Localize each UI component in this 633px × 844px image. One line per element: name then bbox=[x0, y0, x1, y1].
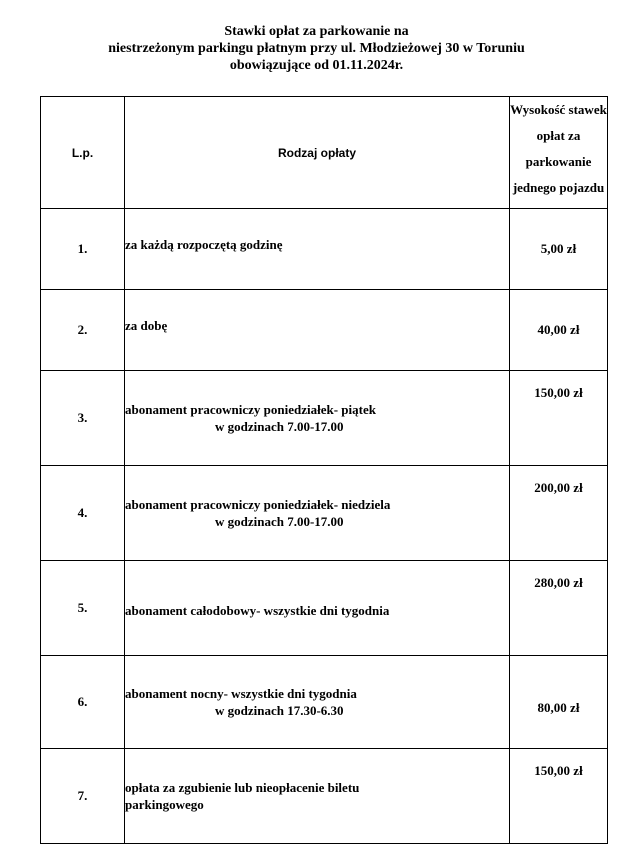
table-row bbox=[41, 656, 608, 749]
row-description bbox=[125, 466, 510, 561]
header-rate-line: opłat za bbox=[536, 128, 581, 143]
header-rate-line: jednego pojazdu bbox=[512, 180, 605, 195]
description-line: abonament pracowniczy poniedziałek- niedziela bbox=[125, 497, 391, 512]
header-rate-line: Wysokość stawek bbox=[510, 102, 607, 117]
row-amount: 150,00 zł bbox=[510, 749, 608, 844]
row-amount: 150,00 zł bbox=[510, 371, 608, 466]
table-row bbox=[41, 209, 608, 290]
header-lp: L.p. bbox=[41, 97, 125, 209]
description-line: parkingowego bbox=[125, 797, 204, 812]
row-description bbox=[125, 749, 510, 844]
description-line: opłata za zgubienie lub nieopłacenie biletu bbox=[125, 780, 360, 795]
title-line-3: obowiązujące od 01.11.2024r. bbox=[229, 58, 404, 73]
row-description bbox=[125, 371, 510, 466]
row-amount: 40,00 zł bbox=[510, 290, 608, 371]
table-row bbox=[41, 371, 608, 466]
title-line-1: Stawki opłat za parkowanie na bbox=[224, 24, 409, 39]
row-amount: 5,00 zł bbox=[510, 209, 608, 290]
table-row bbox=[41, 561, 608, 656]
row-description bbox=[125, 290, 510, 371]
table-header-row bbox=[41, 97, 608, 209]
table-row bbox=[41, 290, 608, 371]
row-number: 4. bbox=[41, 466, 125, 561]
row-amount: 80,00 zł bbox=[510, 656, 608, 749]
description-line: w godzinach 7.00-17.00 bbox=[215, 419, 344, 434]
header-rate-line: parkowanie bbox=[525, 154, 592, 169]
table-row bbox=[41, 466, 608, 561]
row-amount: 200,00 zł bbox=[510, 466, 608, 561]
document-title bbox=[40, 23, 593, 74]
description-line: za każdą rozpoczętą godzinę bbox=[125, 236, 283, 252]
row-number: 7. bbox=[41, 749, 125, 844]
row-number: 3. bbox=[41, 371, 125, 466]
table-row bbox=[41, 749, 608, 844]
description-line: za dobę bbox=[125, 317, 168, 333]
title-line-2: niestrzeżonym parkingu płatnym przy ul. Młodzieżowej 30 w Toruniu bbox=[108, 41, 525, 56]
row-amount: 280,00 zł bbox=[510, 561, 608, 656]
row-number: 2. bbox=[41, 290, 125, 371]
row-number: 1. bbox=[41, 209, 125, 290]
description-line: w godzinach 7.00-17.00 bbox=[215, 514, 344, 529]
description-line: w godzinach 17.30-6.30 bbox=[215, 703, 344, 718]
row-description bbox=[125, 656, 510, 749]
header-rate bbox=[510, 97, 608, 209]
description-line: abonament całodobowy- wszystkie dni tygodnia bbox=[125, 602, 390, 618]
header-fee-type: Rodzaj opłaty bbox=[125, 97, 510, 209]
row-description bbox=[125, 561, 510, 656]
description-line: abonament pracowniczy poniedziałek- piątek bbox=[125, 402, 376, 417]
parking-fees-table bbox=[40, 96, 608, 844]
description-line: abonament nocny- wszystkie dni tygodnia bbox=[125, 686, 357, 701]
row-number: 5. bbox=[41, 561, 125, 656]
row-description bbox=[125, 209, 510, 290]
row-number: 6. bbox=[41, 656, 125, 749]
